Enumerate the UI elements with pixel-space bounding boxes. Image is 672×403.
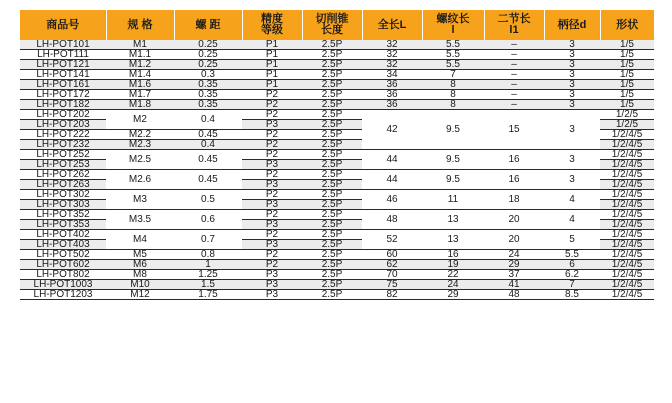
cell-grade: P2 <box>242 250 302 260</box>
cell-pitch: 0.35 <box>174 80 242 90</box>
cell-code: LH-POT502 <box>20 250 106 260</box>
table-row <box>20 60 654 70</box>
cell-code: LH-POT303 <box>20 200 106 210</box>
cell-code: LH-POT203 <box>20 120 106 130</box>
cell-spec: M1.1 <box>106 50 174 60</box>
cell-thread: 7 <box>422 70 484 80</box>
cell-second: 16 <box>484 150 544 170</box>
cell-chamfer: 2.5P <box>302 230 362 240</box>
table-row <box>20 230 654 240</box>
cell-grade: P3 <box>242 120 302 130</box>
cell-shank: 3 <box>544 40 600 50</box>
cell-spec: M1 <box>106 40 174 50</box>
cell-shape: 1/5 <box>600 40 654 50</box>
cell-code: LH-POT141 <box>20 70 106 80</box>
cell-thread: 9.5 <box>422 150 484 170</box>
cell-second: – <box>484 100 544 110</box>
cell-pitch: 0.35 <box>174 100 242 110</box>
cell-chamfer: 2.5P <box>302 190 362 200</box>
cell-code: LH-POT101 <box>20 40 106 50</box>
cell-chamfer: 2.5P <box>302 180 362 190</box>
table-row <box>20 90 654 100</box>
cell-chamfer: 2.5P <box>302 120 362 130</box>
cell-total: 36 <box>362 80 422 90</box>
cell-chamfer: 2.5P <box>302 80 362 90</box>
cell-shape: 1/2/4/5 <box>600 240 654 250</box>
cell-spec: M1.7 <box>106 90 174 100</box>
cell-chamfer: 2.5P <box>302 290 362 300</box>
spec-table-container <box>20 10 654 300</box>
cell-total: 48 <box>362 210 422 230</box>
cell-shape: 1/5 <box>600 60 654 70</box>
table-row <box>20 150 654 160</box>
cell-second: – <box>484 70 544 80</box>
cell-thread: 9.5 <box>422 170 484 190</box>
cell-code: LH-POT202 <box>20 110 106 120</box>
table-row <box>20 250 654 260</box>
cell-thread: 5.5 <box>422 40 484 50</box>
cell-total: 32 <box>362 60 422 70</box>
cell-grade: P1 <box>242 60 302 70</box>
cell-shape: 1/2/4/5 <box>600 170 654 180</box>
cell-chamfer: 2.5P <box>302 110 362 120</box>
table-row <box>20 70 654 80</box>
cell-code: LH-POT403 <box>20 240 106 250</box>
cell-code: LH-POT302 <box>20 190 106 200</box>
cell-thread: 8 <box>422 90 484 100</box>
cell-chamfer: 2.5P <box>302 140 362 150</box>
cell-spec: M1.4 <box>106 70 174 80</box>
table-row <box>20 190 654 200</box>
cell-spec: M2.6 <box>106 170 174 190</box>
cell-shape: 1/2/4/5 <box>600 280 654 290</box>
cell-total: 32 <box>362 50 422 60</box>
table-row <box>20 40 654 50</box>
table-row <box>20 290 654 300</box>
header-shank-diameter: 柄径d <box>544 10 600 40</box>
cell-shape: 1/2/4/5 <box>600 150 654 160</box>
cell-shape: 1/2/4/5 <box>600 260 654 270</box>
cell-second: – <box>484 40 544 50</box>
cell-code: LH-POT232 <box>20 140 106 150</box>
cell-shank: 3 <box>544 150 600 170</box>
cell-shape: 1/2/4/5 <box>600 200 654 210</box>
cell-chamfer: 2.5P <box>302 150 362 160</box>
cell-total: 62 <box>362 260 422 270</box>
cell-total: 42 <box>362 110 422 150</box>
cell-chamfer: 2.5P <box>302 40 362 50</box>
cell-thread: 5.5 <box>422 60 484 70</box>
cell-second: 16 <box>484 170 544 190</box>
cell-second: 48 <box>484 290 544 300</box>
cell-shank: 5.5 <box>544 250 600 260</box>
cell-spec: M4 <box>106 230 174 250</box>
cell-code: LH-POT262 <box>20 170 106 180</box>
cell-pitch: 1 <box>174 260 242 270</box>
cell-grade: P1 <box>242 40 302 50</box>
cell-second: 18 <box>484 190 544 210</box>
cell-total: 52 <box>362 230 422 250</box>
cell-thread: 19 <box>422 260 484 270</box>
table-row <box>20 80 654 90</box>
cell-grade: P3 <box>242 220 302 230</box>
cell-shank: 3 <box>544 110 600 150</box>
cell-pitch: 0.4 <box>174 140 242 150</box>
spec-table-body <box>20 40 654 300</box>
table-row <box>20 260 654 270</box>
table-row <box>20 170 654 180</box>
cell-shank: 4 <box>544 190 600 210</box>
cell-chamfer: 2.5P <box>302 50 362 60</box>
cell-shank: 5 <box>544 230 600 250</box>
cell-pitch: 0.25 <box>174 50 242 60</box>
cell-total: 44 <box>362 170 422 190</box>
cell-thread: 5.5 <box>422 50 484 60</box>
cell-grade: P2 <box>242 230 302 240</box>
cell-shank: 6.2 <box>544 270 600 280</box>
cell-total: 36 <box>362 90 422 100</box>
cell-pitch: 1.75 <box>174 290 242 300</box>
header-spec: 规 格 <box>106 10 174 40</box>
cell-shape: 1/2/4/5 <box>600 230 654 240</box>
cell-total: 32 <box>362 40 422 50</box>
cell-code: LH-POT222 <box>20 130 106 140</box>
cell-grade: P3 <box>242 180 302 190</box>
cell-pitch: 0.3 <box>174 70 242 80</box>
cell-code: LH-POT172 <box>20 90 106 100</box>
cell-code: LH-POT1003 <box>20 280 106 290</box>
header-second-length: 二节长 l1 <box>484 10 544 40</box>
header-grade: 精度 等级 <box>242 10 302 40</box>
cell-second: 29 <box>484 260 544 270</box>
cell-chamfer: 2.5P <box>302 240 362 250</box>
table-row <box>20 280 654 290</box>
cell-thread: 8 <box>422 100 484 110</box>
cell-shape: 1/2/4/5 <box>600 190 654 200</box>
cell-shank: 7 <box>544 280 600 290</box>
cell-pitch: 0.45 <box>174 170 242 190</box>
cell-chamfer: 2.5P <box>302 250 362 260</box>
cell-total: 44 <box>362 150 422 170</box>
cell-shape: 1/2/4/5 <box>600 220 654 230</box>
cell-thread: 13 <box>422 230 484 250</box>
cell-pitch: 0.45 <box>174 150 242 170</box>
cell-second: 24 <box>484 250 544 260</box>
cell-spec: M6 <box>106 260 174 270</box>
cell-code: LH-POT802 <box>20 270 106 280</box>
cell-chamfer: 2.5P <box>302 70 362 80</box>
cell-shape: 1/2/4/5 <box>600 270 654 280</box>
cell-grade: P2 <box>242 90 302 100</box>
cell-spec: M2.2 <box>106 130 174 140</box>
cell-spec: M1.8 <box>106 100 174 110</box>
cell-code: LH-POT182 <box>20 100 106 110</box>
cell-second: 15 <box>484 110 544 150</box>
cell-shank: 3 <box>544 80 600 90</box>
cell-thread: 13 <box>422 210 484 230</box>
cell-code: LH-POT252 <box>20 150 106 160</box>
cell-second: 41 <box>484 280 544 290</box>
cell-shank: 6 <box>544 260 600 270</box>
header-row <box>20 10 654 40</box>
cell-grade: P1 <box>242 70 302 80</box>
cell-thread: 22 <box>422 270 484 280</box>
cell-code: LH-POT263 <box>20 180 106 190</box>
spec-table <box>20 10 654 300</box>
cell-second: 37 <box>484 270 544 280</box>
cell-spec: M3 <box>106 190 174 210</box>
cell-pitch: 0.8 <box>174 250 242 260</box>
cell-total: 70 <box>362 270 422 280</box>
cell-grade: P3 <box>242 290 302 300</box>
header-product-code: 商品号 <box>20 10 106 40</box>
table-row <box>20 270 654 280</box>
cell-shape: 1/5 <box>600 100 654 110</box>
cell-pitch: 1.5 <box>174 280 242 290</box>
cell-grade: P3 <box>242 270 302 280</box>
cell-shape: 1/2/4/5 <box>600 250 654 260</box>
cell-second: 20 <box>484 230 544 250</box>
cell-chamfer: 2.5P <box>302 130 362 140</box>
header-total-length: 全长L <box>362 10 422 40</box>
cell-pitch: 0.35 <box>174 90 242 100</box>
cell-shank: 8.5 <box>544 290 600 300</box>
cell-spec: M8 <box>106 270 174 280</box>
cell-shank: 3 <box>544 70 600 80</box>
cell-shank: 3 <box>544 50 600 60</box>
header-pitch: 螺 距 <box>174 10 242 40</box>
cell-shape: 1/5 <box>600 90 654 100</box>
cell-total: 46 <box>362 190 422 210</box>
cell-thread: 16 <box>422 250 484 260</box>
cell-spec: M2 <box>106 110 174 130</box>
cell-spec: M10 <box>106 280 174 290</box>
cell-chamfer: 2.5P <box>302 200 362 210</box>
cell-grade: P2 <box>242 190 302 200</box>
cell-thread: 24 <box>422 280 484 290</box>
cell-second: – <box>484 90 544 100</box>
header-chamfer-length: 切削锥 长度 <box>302 10 362 40</box>
cell-grade: P2 <box>242 150 302 160</box>
cell-grade: P2 <box>242 170 302 180</box>
cell-total: 36 <box>362 100 422 110</box>
cell-code: LH-POT353 <box>20 220 106 230</box>
cell-chamfer: 2.5P <box>302 170 362 180</box>
cell-code: LH-POT402 <box>20 230 106 240</box>
cell-spec: M2.3 <box>106 140 174 150</box>
cell-pitch: 0.25 <box>174 40 242 50</box>
cell-second: – <box>484 50 544 60</box>
table-row <box>20 210 654 220</box>
cell-second: – <box>484 80 544 90</box>
cell-grade: P2 <box>242 210 302 220</box>
cell-shape: 1/5 <box>600 80 654 90</box>
header-thread-length: 螺纹长 l <box>422 10 484 40</box>
cell-code: LH-POT161 <box>20 80 106 90</box>
cell-chamfer: 2.5P <box>302 280 362 290</box>
cell-grade: P3 <box>242 280 302 290</box>
header-shape: 形状 <box>600 10 654 40</box>
cell-second: 20 <box>484 210 544 230</box>
table-row <box>20 110 654 120</box>
cell-grade: P2 <box>242 110 302 120</box>
cell-grade: P1 <box>242 80 302 90</box>
cell-code: LH-POT1203 <box>20 290 106 300</box>
cell-thread: 9.5 <box>422 110 484 150</box>
cell-shank: 3 <box>544 170 600 190</box>
cell-shape: 1/5 <box>600 50 654 60</box>
cell-code: LH-POT253 <box>20 160 106 170</box>
cell-shape: 1/2/4/5 <box>600 180 654 190</box>
cell-pitch: 0.25 <box>174 60 242 70</box>
cell-thread: 29 <box>422 290 484 300</box>
cell-chamfer: 2.5P <box>302 220 362 230</box>
cell-grade: P3 <box>242 160 302 170</box>
cell-chamfer: 2.5P <box>302 60 362 70</box>
cell-total: 82 <box>362 290 422 300</box>
cell-shape: 1/2/5 <box>600 120 654 130</box>
cell-chamfer: 2.5P <box>302 260 362 270</box>
cell-pitch: 0.5 <box>174 190 242 210</box>
cell-thread: 11 <box>422 190 484 210</box>
table-row <box>20 50 654 60</box>
cell-grade: P2 <box>242 260 302 270</box>
cell-pitch: 1.25 <box>174 270 242 280</box>
cell-code: LH-POT352 <box>20 210 106 220</box>
cell-pitch: 0.7 <box>174 230 242 250</box>
cell-shape: 1/2/4/5 <box>600 130 654 140</box>
cell-shank: 3 <box>544 100 600 110</box>
cell-shape: 1/5 <box>600 70 654 80</box>
cell-grade: P1 <box>242 50 302 60</box>
cell-pitch: 0.4 <box>174 110 242 130</box>
cell-grade: P2 <box>242 100 302 110</box>
cell-shank: 4 <box>544 210 600 230</box>
cell-chamfer: 2.5P <box>302 270 362 280</box>
cell-shape: 1/2/5 <box>600 110 654 120</box>
cell-code: LH-POT602 <box>20 260 106 270</box>
cell-chamfer: 2.5P <box>302 100 362 110</box>
cell-grade: P2 <box>242 130 302 140</box>
cell-chamfer: 2.5P <box>302 160 362 170</box>
cell-second: – <box>484 60 544 70</box>
cell-pitch: 0.6 <box>174 210 242 230</box>
cell-code: LH-POT121 <box>20 60 106 70</box>
cell-pitch: 0.45 <box>174 130 242 140</box>
cell-shape: 1/2/4/5 <box>600 160 654 170</box>
cell-shank: 3 <box>544 90 600 100</box>
cell-spec: M2.5 <box>106 150 174 170</box>
cell-shape: 1/2/4/5 <box>600 210 654 220</box>
cell-grade: P3 <box>242 240 302 250</box>
cell-shank: 3 <box>544 60 600 70</box>
cell-chamfer: 2.5P <box>302 90 362 100</box>
cell-spec: M5 <box>106 250 174 260</box>
cell-total: 34 <box>362 70 422 80</box>
cell-grade: P2 <box>242 140 302 150</box>
cell-code: LH-POT111 <box>20 50 106 60</box>
cell-spec: M1.2 <box>106 60 174 70</box>
cell-spec: M12 <box>106 290 174 300</box>
cell-shape: 1/2/4/5 <box>600 290 654 300</box>
cell-total: 75 <box>362 280 422 290</box>
cell-chamfer: 2.5P <box>302 210 362 220</box>
table-row <box>20 100 654 110</box>
cell-total: 60 <box>362 250 422 260</box>
cell-spec: M1.6 <box>106 80 174 90</box>
cell-spec: M3.5 <box>106 210 174 230</box>
cell-grade: P3 <box>242 200 302 210</box>
cell-thread: 8 <box>422 80 484 90</box>
cell-shape: 1/2/4/5 <box>600 140 654 150</box>
